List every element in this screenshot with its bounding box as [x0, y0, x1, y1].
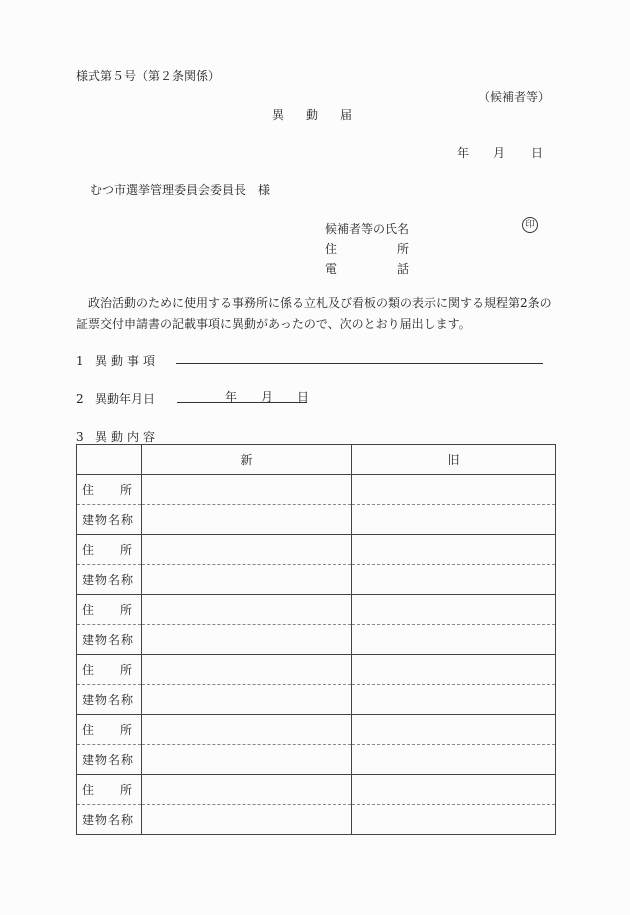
building-label: 建物名称	[77, 625, 142, 655]
sender-phone-label-2: 話	[396, 262, 409, 276]
address-label-char: 住	[82, 723, 95, 737]
table-row-building	[77, 745, 556, 775]
building-new-cell[interactable]	[142, 685, 352, 715]
document-title	[272, 106, 374, 123]
sender-block	[325, 219, 409, 279]
building-old-cell[interactable]	[352, 625, 556, 655]
address-label-char: 所	[119, 483, 132, 497]
building-old-cell[interactable]	[352, 685, 556, 715]
table-row-address	[77, 595, 556, 625]
submission-date[interactable]	[457, 144, 543, 161]
item-number: 3	[76, 430, 84, 444]
sender-address-label-1: 住	[325, 242, 338, 256]
sender-address-label-2: 所	[396, 242, 409, 256]
item-label: 異動年月日	[95, 392, 156, 406]
address-label	[77, 595, 142, 625]
sender-name-label: 候補者等の氏名	[325, 222, 410, 236]
item-label: 異動事項	[95, 354, 160, 368]
building-new-cell[interactable]	[142, 805, 352, 835]
building-new-cell[interactable]	[142, 505, 352, 535]
table-row-building	[77, 625, 556, 655]
seal-icon: 印	[522, 217, 538, 233]
header-old: 旧	[352, 445, 556, 475]
address-label-char: 住	[82, 603, 95, 617]
date-year: 年	[457, 146, 470, 160]
building-old-cell[interactable]	[352, 745, 556, 775]
table-row-building	[77, 565, 556, 595]
address-label-char: 所	[119, 543, 132, 557]
address-label	[77, 475, 142, 505]
building-label: 建物名称	[77, 565, 142, 595]
form-id: 様式第５号（第２条関係）	[76, 69, 221, 83]
address-label-char: 所	[119, 783, 132, 797]
table-row-address	[77, 535, 556, 565]
building-old-cell[interactable]	[352, 805, 556, 835]
address-label	[77, 775, 142, 805]
address-label	[77, 655, 142, 685]
address-label-char: 所	[119, 603, 132, 617]
address-old-cell[interactable]	[352, 775, 556, 805]
address-label-char: 所	[119, 723, 132, 737]
address-label-char: 住	[82, 783, 95, 797]
address-old-cell[interactable]	[352, 715, 556, 745]
address-new-cell[interactable]	[142, 475, 352, 505]
building-new-cell[interactable]	[142, 565, 352, 595]
address-label	[77, 535, 142, 565]
table-header-row	[77, 445, 556, 475]
address-new-cell[interactable]	[142, 715, 352, 745]
change-date-year: 年	[225, 390, 238, 404]
item-number: 2	[76, 392, 84, 406]
item-change-matter	[76, 352, 159, 369]
table-row-address	[77, 655, 556, 685]
table-row-building	[77, 685, 556, 715]
address-label-char: 所	[119, 663, 132, 677]
building-label: 建物名称	[77, 805, 142, 835]
building-old-cell[interactable]	[352, 505, 556, 535]
change-matter-field[interactable]	[176, 363, 543, 364]
title-char: 動	[306, 108, 319, 122]
addressee: むつ市選挙管理委員会委員長 様	[90, 183, 271, 197]
table-row-address	[77, 475, 556, 505]
sender-phone-row[interactable]	[325, 259, 409, 279]
address-new-cell[interactable]	[142, 655, 352, 685]
address-old-cell[interactable]	[352, 535, 556, 565]
title-char: 異	[272, 108, 285, 122]
building-old-cell[interactable]	[352, 565, 556, 595]
header-blank	[77, 445, 142, 475]
item-change-content	[76, 428, 159, 445]
item-number: 1	[76, 354, 84, 368]
table-row-building	[77, 505, 556, 535]
sender-name-row[interactable]	[325, 219, 409, 239]
sender-address-row[interactable]	[325, 239, 409, 259]
address-old-cell[interactable]	[352, 655, 556, 685]
table-row-address	[77, 715, 556, 745]
building-new-cell[interactable]	[142, 745, 352, 775]
building-label: 建物名称	[77, 505, 142, 535]
candidate-tag: （候補者等）	[477, 90, 550, 104]
building-label: 建物名称	[77, 685, 142, 715]
address-new-cell[interactable]	[142, 535, 352, 565]
header-new: 新	[142, 445, 352, 475]
change-date-field[interactable]	[177, 388, 310, 404]
address-old-cell[interactable]	[352, 595, 556, 625]
address-old-cell[interactable]	[352, 475, 556, 505]
date-month: 月	[493, 146, 506, 160]
change-date-month: 月	[261, 390, 274, 404]
change-content-table	[76, 444, 556, 835]
date-day: 日	[531, 146, 544, 160]
sender-phone-label-1: 電	[325, 262, 338, 276]
item-label: 異動内容	[95, 430, 160, 444]
address-label-char: 住	[82, 663, 95, 677]
table-row-building	[77, 805, 556, 835]
change-date-day: 日	[297, 390, 310, 404]
address-new-cell[interactable]	[142, 595, 352, 625]
address-label	[77, 715, 142, 745]
address-label-char: 住	[82, 483, 95, 497]
building-label: 建物名称	[77, 745, 142, 775]
table-row-address	[77, 775, 556, 805]
address-new-cell[interactable]	[142, 775, 352, 805]
building-new-cell[interactable]	[142, 625, 352, 655]
body-text: 政治活動のために使用する事務所に係る立札及び看板の類の表示に関する規程第2条の証票交付申請書の記載事項に異動があったので、次のとおり届出します。	[76, 296, 552, 331]
item-change-date	[76, 390, 155, 407]
title-char: 届	[340, 108, 353, 122]
address-label-char: 住	[82, 543, 95, 557]
